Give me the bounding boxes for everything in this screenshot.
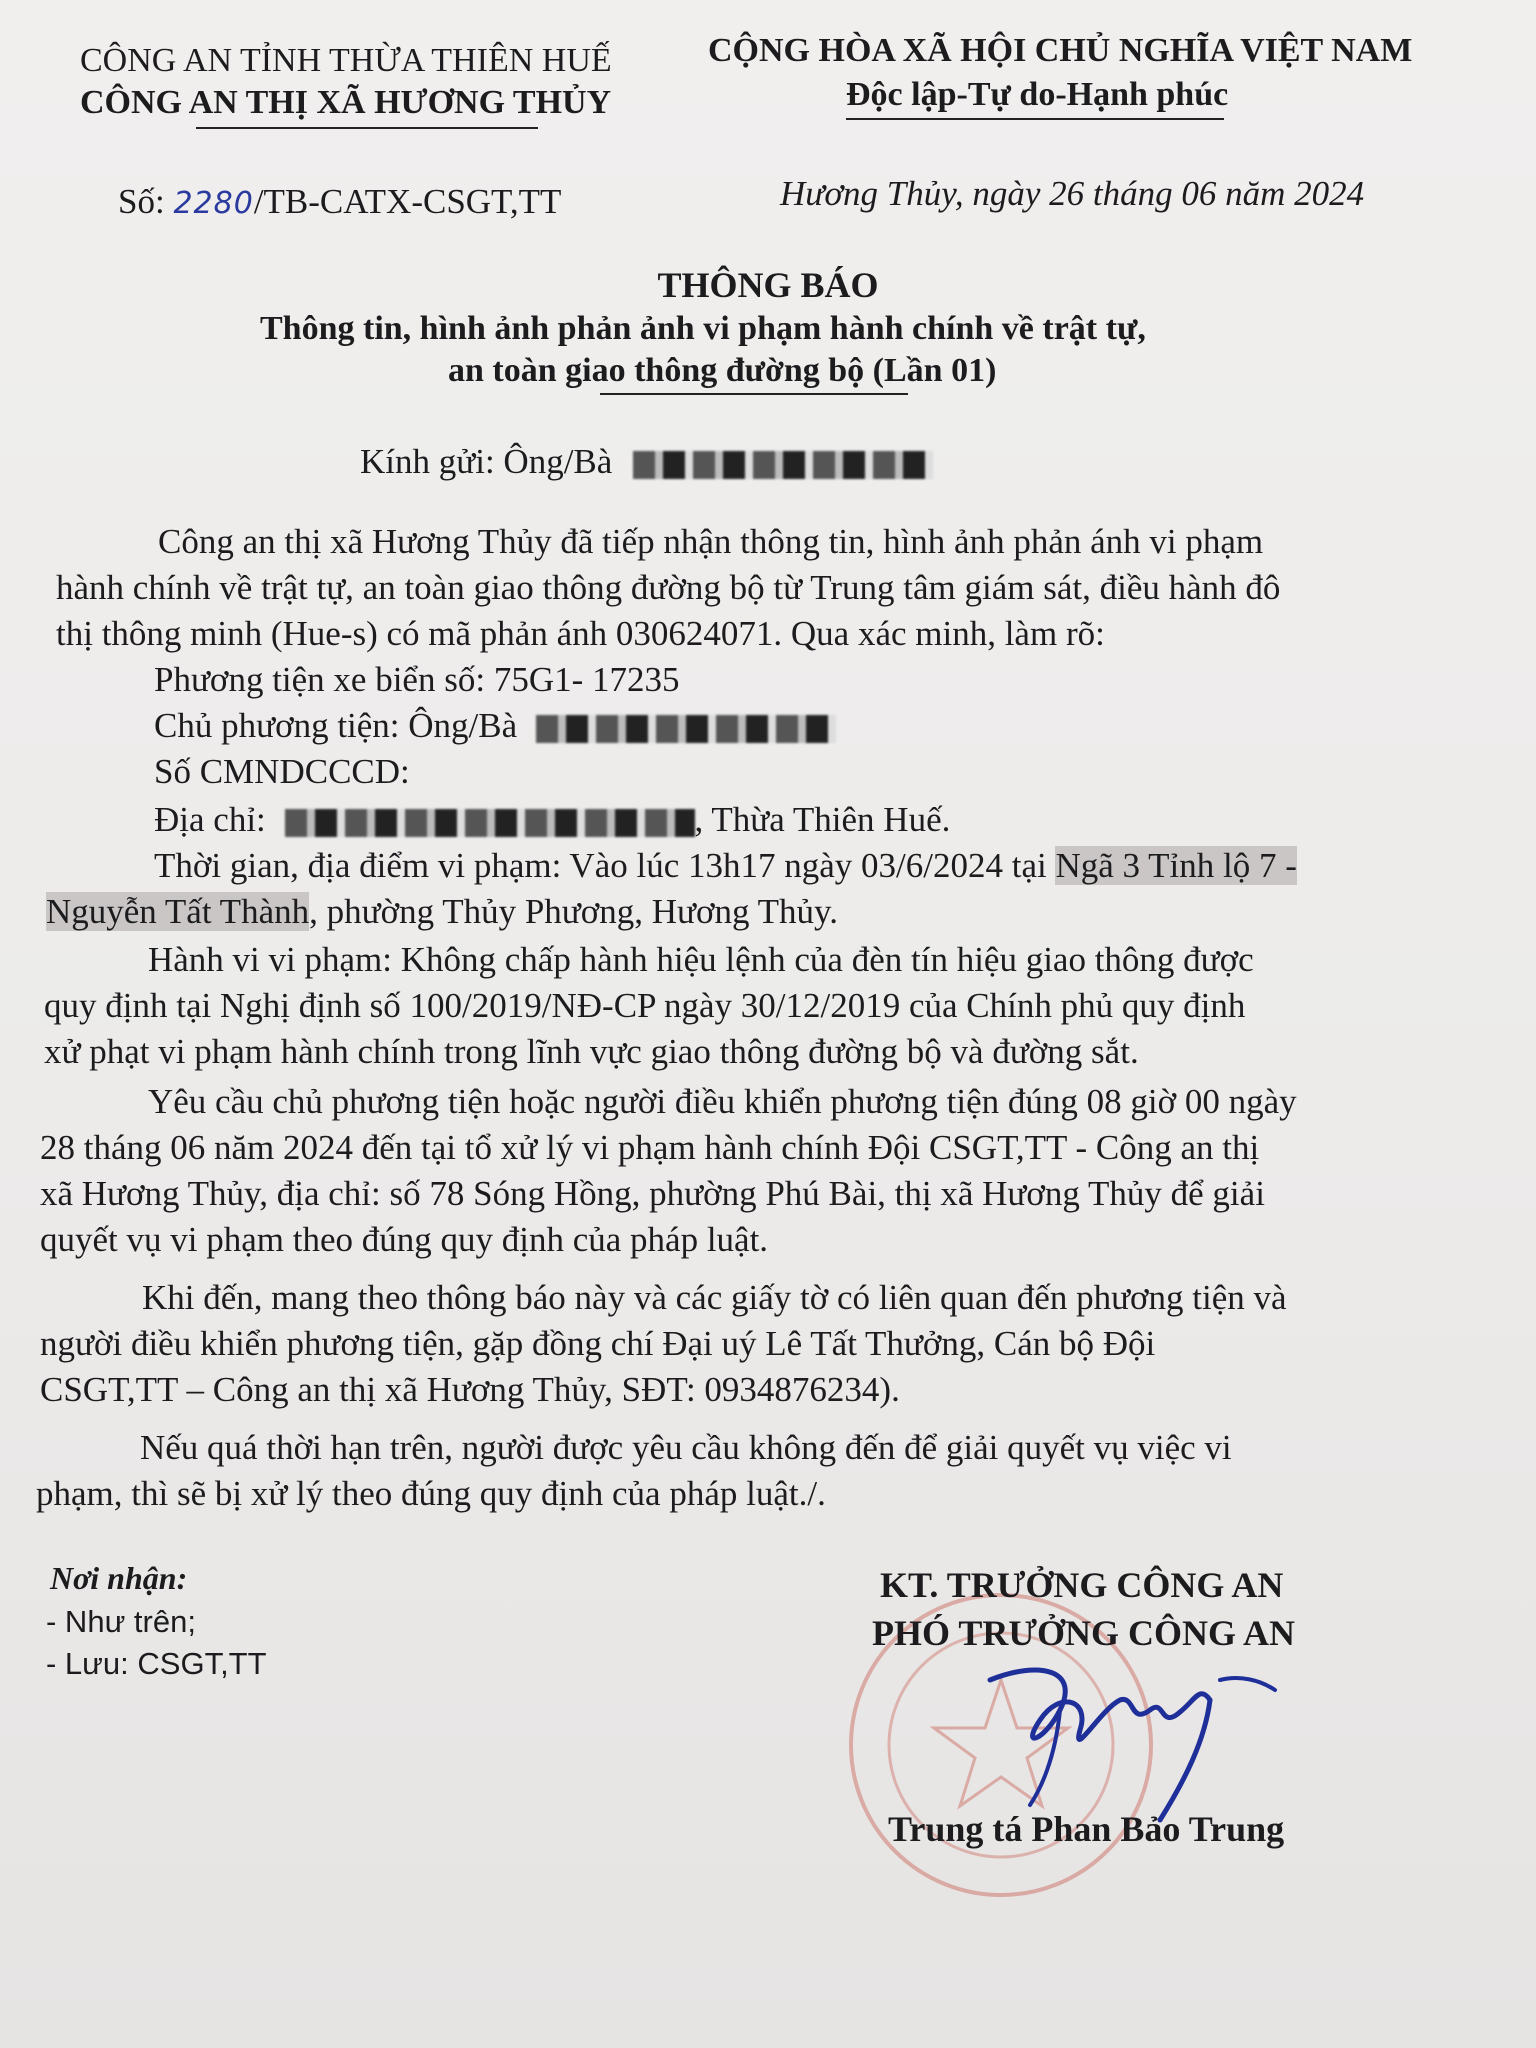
vehicle-owner — [154, 706, 836, 746]
address-tail: , Thừa Thiên Huế. — [694, 800, 951, 839]
request-line4: quyết vụ vi phạm theo đúng quy định của pháp luật. — [40, 1220, 769, 1259]
violation-line1: Hành vi vi phạm: Không chấp hành hiệu lệnh của đèn tín hiệu giao thông được — [148, 940, 1254, 979]
recipients-label: Nơi nhận: — [50, 1560, 188, 1596]
number-suffix: /TB-CATX-CSGT,TT — [253, 182, 562, 221]
agency-underline — [196, 127, 538, 129]
number-label: Số: — [118, 182, 165, 221]
notice-subtitle-line1: Thông tin, hình ảnh phản ảnh vi phạm hành chính về trật tự, — [260, 310, 1146, 347]
request-line1: Yêu cầu chủ phương tiện hoặc người điều khiển phương tiện đúng 08 giờ 00 ngày — [148, 1082, 1297, 1121]
bring-line2: người điều khiển phương tiện, gặp đồng chí Đại uý Lê Tất Thưởng, Cán bộ Đội — [40, 1324, 1156, 1363]
late-line1: Nếu quá thời hạn trên, người được yêu cầu không đến để giải quyết vụ việc vi — [140, 1428, 1232, 1467]
notice-subtitle-line2: an toàn giao thông đường bộ (Lần 01) — [448, 352, 997, 389]
request-line3: xã Hương Thủy, địa chỉ: số 78 Sóng Hồng, phường Phú Bài, thị xã Hương Thủy để giải — [40, 1174, 1265, 1213]
signer-title-2: PHÓ TRƯỞNG CÔNG AN — [872, 1613, 1296, 1653]
time-prefix: Thời gian, địa điểm vi phạm: Vào lúc 13h17 ngày 03/6/2024 tại — [154, 846, 1047, 885]
bring-line1: Khi đến, mang theo thông báo này và các giấy tờ có liên quan đến phương tiện và — [142, 1278, 1287, 1317]
redacted-address — [285, 809, 695, 837]
signer-title-1: KT. TRƯỞNG CÔNG AN — [880, 1565, 1284, 1605]
body-line-1: Công an thị xã Hương Thủy đã tiếp nhận thông tin, hình ảnh phản ánh vi phạm — [158, 522, 1264, 561]
time-location-line2 — [46, 892, 838, 932]
recipient-item: - Như trên; — [46, 1604, 196, 1639]
nation-motto: Độc lập-Tự do-Hạnh phúc — [846, 76, 1229, 113]
violation-line2: quy định tại Nghị định số 100/2019/NĐ-CP ngày 30/12/2019 của Chính phủ quy định — [44, 986, 1246, 1025]
late-line2: phạm, thì sẽ bị xử lý theo đúng quy định của pháp luật./. — [36, 1474, 826, 1513]
request-line2: 28 tháng 06 năm 2024 đến tại tổ xử lý vi phạm hành chính Đội CSGT,TT - Công an thị — [40, 1128, 1260, 1167]
notice-title: THÔNG BÁO — [657, 265, 879, 305]
time-location-line1 — [154, 846, 1297, 886]
body-line-2: hành chính về trật tự, an toàn giao thông đường bộ từ Trung tâm giám sát, điều hành đô — [56, 568, 1281, 607]
place-date: Hương Thủy, ngày 26 tháng 06 năm 2024 — [780, 174, 1365, 213]
time-suffix: , phường Thủy Phương, Hương Thủy. — [309, 892, 839, 931]
address — [154, 800, 950, 840]
redacted-owner — [536, 715, 836, 743]
document-number — [118, 182, 561, 222]
owner-label: Chủ phương tiện: Ông/Bà — [154, 706, 518, 745]
id-number: Số CMNDCCCD: — [154, 752, 410, 791]
salutation — [360, 442, 933, 482]
motto-underline — [846, 118, 1224, 120]
recipient-item: - Lưu: CSGT,TT — [46, 1646, 267, 1681]
agency-parent: CÔNG AN TỈNH THỪA THIÊN HUẾ — [80, 42, 612, 79]
salutation-text: Kính gửi: Ông/Bà — [360, 442, 613, 481]
location-highlight-2: Nguyễn Tất Thành — [46, 892, 310, 931]
nation-title: CỘNG HÒA XÃ HỘI CHỦ NGHĨA VIỆT NAM — [708, 32, 1413, 69]
vehicle-plate: Phương tiện xe biển số: 75G1- 17235 — [154, 660, 680, 699]
violation-line3: xử phạt vi phạm hành chính trong lĩnh vực giao thông đường bộ và đường sắt. — [44, 1032, 1139, 1071]
location-highlight-1: Ngã 3 Tỉnh lộ 7 - — [1055, 846, 1297, 885]
subtitle-underline — [600, 393, 908, 395]
agency-name: CÔNG AN THỊ XÃ HƯƠNG THỦY — [80, 84, 612, 121]
body-line-3: thị thông minh (Hue-s) có mã phản ánh 030624071. Qua xác minh, làm rõ: — [56, 614, 1105, 653]
number-handwritten: 2280 — [173, 186, 254, 221]
signer-name: Trung tá Phan Bảo Trung — [888, 1809, 1285, 1849]
redacted-name — [633, 451, 933, 479]
bring-line3: CSGT,TT – Công an thị xã Hương Thủy, SĐT: 0934876234). — [40, 1370, 900, 1409]
address-label: Địa chỉ: — [154, 800, 266, 839]
